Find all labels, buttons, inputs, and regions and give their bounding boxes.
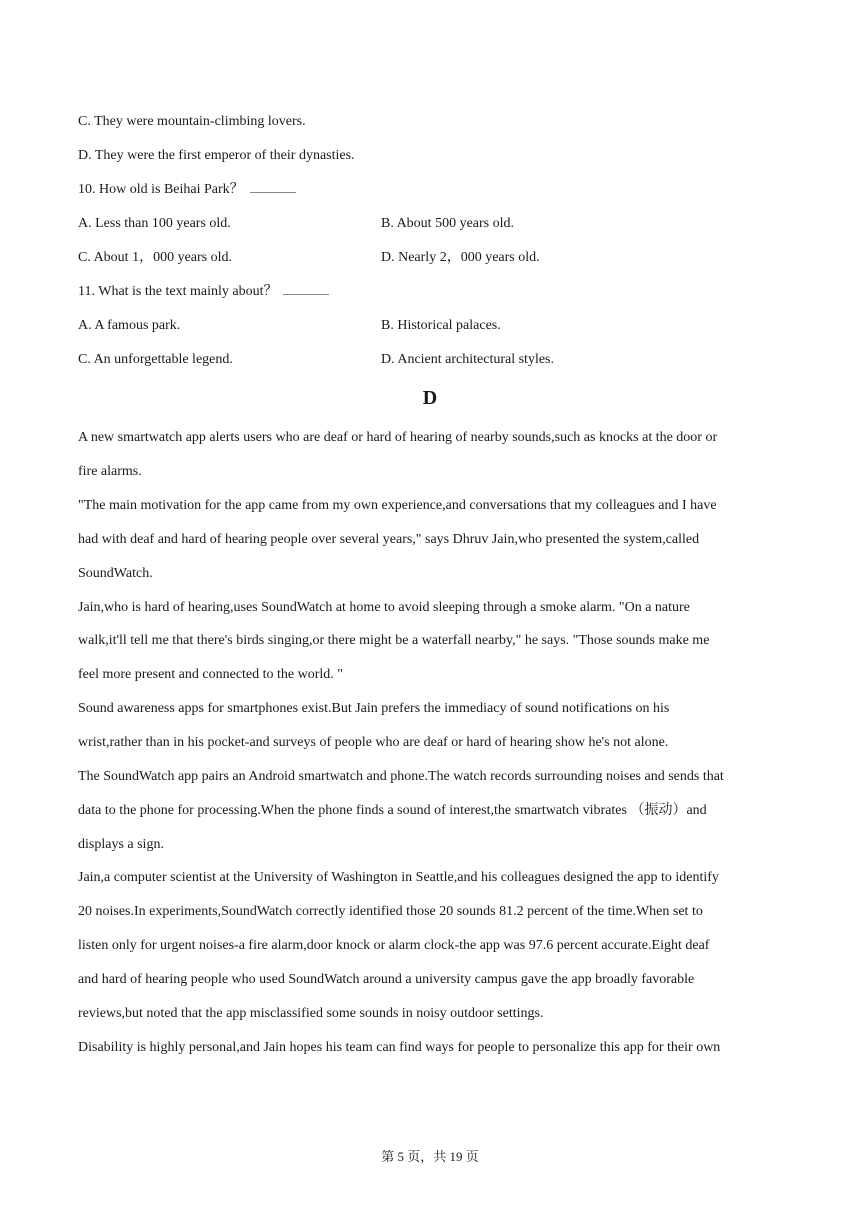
- passage-line: The SoundWatch app pairs an Android smartwatch and phone.The watch records surrounding noises and sends that: [78, 769, 724, 784]
- q10-option-a: A. Less than 100 years old.: [78, 216, 231, 231]
- passage-line: feel more present and connected to the world. ": [78, 667, 344, 682]
- page-footer: 第 5 页，共 19 页: [381, 1149, 479, 1164]
- passage-line: Sound awareness apps for smartphones exist.But Jain prefers the immediacy of sound notifications on his: [78, 701, 670, 716]
- q11-option-a: A. A famous park.: [78, 318, 181, 333]
- q11-option-c: C. An unforgettable legend.: [78, 352, 233, 367]
- q9-option-d: D. They were the first emperor of their dynasties.: [78, 148, 355, 163]
- question-11-text: 11. What is the text mainly about？: [78, 284, 278, 299]
- section-heading: D: [422, 387, 438, 409]
- passage-line: wrist,rather than in his pocket-and surveys of people who are deaf or hard of hearing show he's not alone.: [78, 735, 669, 750]
- passage-line: data to the phone for processing.When the phone finds a sound of interest,the smartwatch vibrates （振动）and: [78, 803, 707, 818]
- answer-blank: [283, 282, 329, 295]
- question-10-text: 10. How old is Beihai Park？: [78, 182, 244, 197]
- passage-line: reviews,but noted that the app misclassified some sounds in noisy outdoor settings.: [78, 1006, 544, 1021]
- q11-option-b: B. Historical palaces.: [381, 318, 501, 333]
- q10-option-d: D. Nearly 2，000 years old.: [381, 250, 540, 265]
- passage-line: and hard of hearing people who used SoundWatch around a university campus gave the app broadly favorable: [78, 972, 695, 987]
- q11-option-d: D. Ancient architectural styles.: [381, 352, 554, 367]
- question-10: [78, 180, 296, 200]
- q9-option-c: C. They were mountain-climbing lovers.: [78, 114, 306, 129]
- passage-line: SoundWatch.: [78, 566, 153, 581]
- passage-line: had with deaf and hard of hearing people over several years," says Dhruv Jain,who presented the system,called: [78, 532, 700, 547]
- passage-line: fire alarms.: [78, 464, 142, 479]
- passage-line: Jain,a computer scientist at the University of Washington in Seattle,and his colleagues designed the app to identify: [78, 870, 719, 885]
- passage-line: displays a sign.: [78, 837, 164, 852]
- passage-line: Disability is highly personal,and Jain hopes his team can find ways for people to personalize this app for their own: [78, 1040, 721, 1055]
- passage-line: "The main motivation for the app came from my own experience,and conversations that my colleagues and I have: [78, 498, 717, 513]
- answer-blank: [250, 180, 296, 193]
- question-11: [78, 282, 329, 302]
- passage-line: Jain,who is hard of hearing,uses SoundWatch at home to avoid sleeping through a smoke alarm. "On a nature: [78, 600, 690, 615]
- passage-line: A new smartwatch app alerts users who are deaf or hard of hearing of nearby sounds,such as knocks at the door or: [78, 430, 718, 445]
- q10-option-c: C. About 1，000 years old.: [78, 250, 232, 265]
- q10-option-b: B. About 500 years old.: [381, 216, 514, 231]
- passage-line: listen only for urgent noises-a fire alarm,door knock or alarm clock-the app was 97.6 percent accurate.Eight deaf: [78, 938, 710, 953]
- passage-line: walk,it'll tell me that there's birds singing,or there might be a waterfall nearby," he says. "Those sounds make me: [78, 633, 710, 648]
- passage-line: 20 noises.In experiments,SoundWatch correctly identified those 20 sounds 81.2 percent of the time.When set to: [78, 904, 703, 919]
